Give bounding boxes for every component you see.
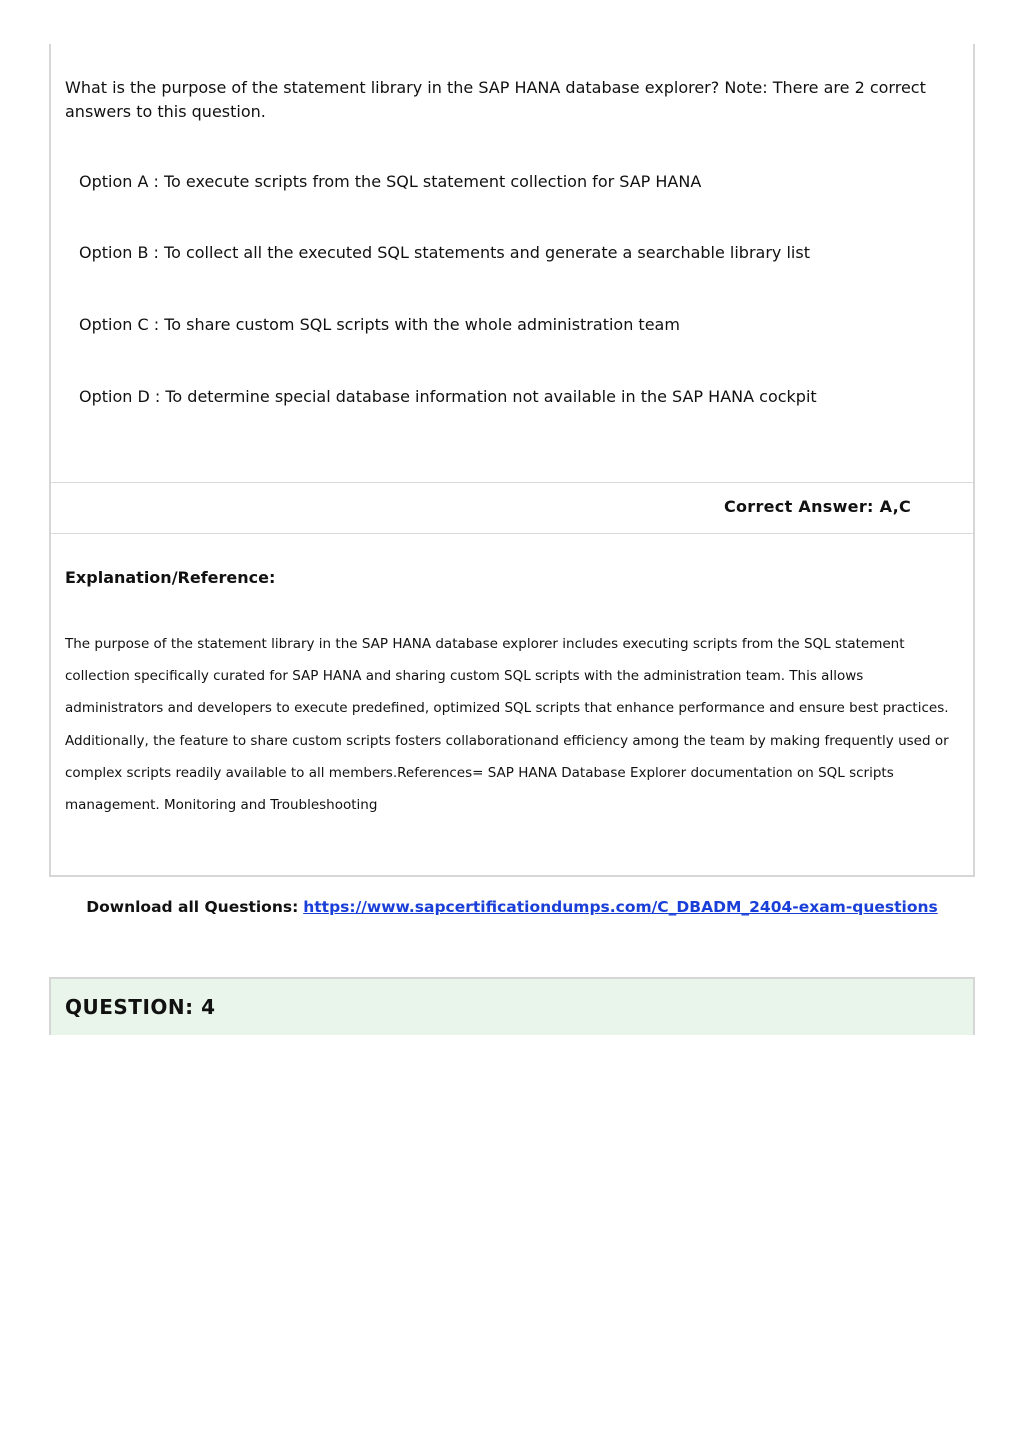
option-b: Option B : To collect all the executed SQL statements and generate a searchable library list (79, 243, 810, 262)
next-question-header (49, 977, 975, 1035)
download-label: Download all Questions: (86, 898, 299, 916)
download-link[interactable]: https://www.sapcertificationdumps.com/C_DBADM_2404-exam-questions (303, 898, 938, 916)
download-line (0, 896, 1024, 918)
option-a: Option A : To execute scripts from the SQL statement collection for SAP HANA (79, 172, 702, 191)
explanation-heading: Explanation/Reference: (65, 568, 276, 587)
correct-answer: Correct Answer: A,C (723, 497, 911, 516)
next-question-title: QUESTION: 4 (65, 995, 216, 1019)
correct-answer-row (51, 482, 973, 534)
option-d: Option D : To determine special database information not available in the SAP HANA cockpit (79, 387, 817, 406)
option-c: Option C : To share custom SQL scripts with the whole administration team (79, 315, 680, 334)
explanation-body: The purpose of the statement library in the SAP HANA database explorer includes executing scripts from the SQL statement collection specifically curated for SAP HANA and sharing custom SQL scripts with the administration team. This allows administrators and developers to execute predefined, optimized SQL scripts that enhance performance and ensure best practices. Additionally, the feature to share custom scripts fosters collaborationand efficiency among the team by making frequently used or complex scripts readily available to all members.References= SAP HANA Database Explorer documentation on SQL scripts management. Monitoring and Troubleshooting (65, 636, 949, 814)
question-card (49, 44, 975, 877)
question-text: What is the purpose of the statement library in the SAP HANA database explorer? Note: There are 2 correct answers to this question. (65, 78, 926, 121)
